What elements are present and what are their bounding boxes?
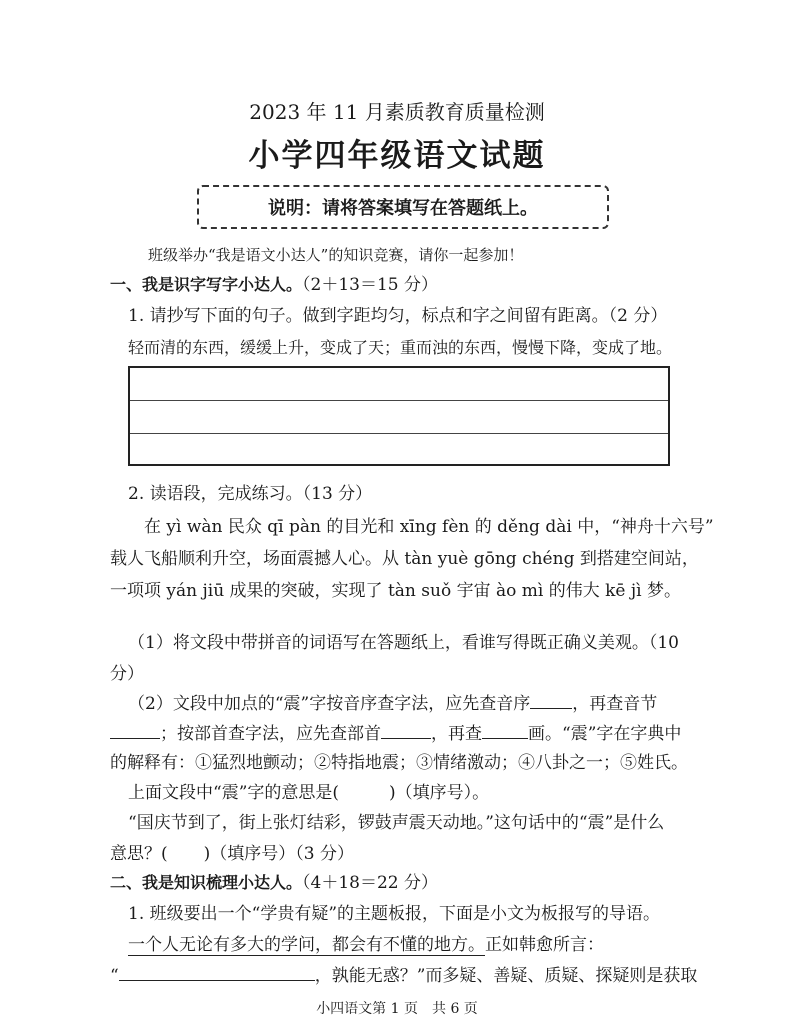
answer-blank[interactable] bbox=[482, 722, 528, 739]
passage-line-2: 载人飞船顺利升空，场面震撼人心。从 tàn yuè gōng chéng 到搭建空间站， bbox=[110, 549, 699, 569]
grid-line bbox=[130, 433, 668, 434]
sub2-text: ，再查 bbox=[431, 724, 482, 744]
q2-prompt: 2. 读语段，完成练习。（13 分） bbox=[128, 484, 373, 504]
sub2-line-3: 的解释有：①猛烈地颤动；②特指地震；③情绪激动；④八卦之一；⑤姓氏。 bbox=[110, 753, 688, 773]
section-1-heading bbox=[110, 274, 438, 296]
answer-blank[interactable] bbox=[381, 722, 431, 739]
sub1-line-1: （1）将文段中带拼音的词语写在答题纸上，看谁写得既正确义美观。（10 bbox=[128, 633, 679, 653]
answer-blank[interactable] bbox=[110, 722, 160, 739]
sub2-text: ，再查音节 bbox=[572, 694, 658, 714]
sub2-text: )（填序号）。 bbox=[389, 783, 490, 803]
underlined-text: 一个人无论有多大的学问，都会有不懂的地方。 bbox=[128, 935, 485, 955]
sub2-line-1 bbox=[128, 692, 657, 715]
sub2-text: （2）文段中加点的“震”字按音序查字法，应先查音序 bbox=[128, 694, 531, 714]
sub2-line-5: “国庆节到了，街上张灯结彩，锣鼓声震天动地。”这句话中的“震”是什么 bbox=[128, 813, 665, 833]
s2-q1-prompt: 1. 班级要出一个“学贵有疑”的主题板报，下面是小文为板报写的导语。 bbox=[128, 904, 661, 924]
sub2-text: 画。“震”字在字典中 bbox=[528, 724, 682, 744]
sub1-line-2: 分） bbox=[110, 664, 144, 684]
copy-writing-grid bbox=[128, 366, 670, 466]
sub2-line-6 bbox=[110, 843, 354, 865]
passage-line-1: 在 yì wàn 民众 qī pàn 的目光和 xīng fèn 的 děng dài 中，“神舟十六号” bbox=[144, 517, 714, 537]
instruction-box bbox=[197, 185, 609, 229]
exam-title: 2023 年 11 月素质教育质量检测 bbox=[249, 100, 545, 124]
q1-sentence: 轻而清的东西，缓缓上升，变成了天；重而浊的东西，慢慢下降，变成了地。 bbox=[128, 338, 673, 357]
section-1-title: 一、我是识字写字小达人。 bbox=[110, 275, 303, 294]
sub2-text: )（填序号）（3 分） bbox=[203, 844, 354, 864]
answer-blank[interactable] bbox=[530, 692, 572, 709]
sub2-line-4 bbox=[128, 782, 489, 804]
section-2-heading bbox=[110, 872, 438, 894]
s2-text: 正如韩愈所言： bbox=[485, 935, 604, 955]
instruction-text: 说明：请将答案填写在答题纸上。 bbox=[268, 198, 538, 219]
passage-line-3: 一项项 yán jiū 成果的突破，实现了 tàn suǒ 宇宙 ào mì 的伟大 kē jì 梦。 bbox=[110, 581, 682, 601]
section-2-score: （4＋18＝22 分） bbox=[302, 873, 438, 893]
section-2-title: 二、我是知识梳理小达人。 bbox=[110, 873, 303, 892]
s2-text: ，孰能无惑？”而多疑、善疑、质疑、探疑则是获取 bbox=[314, 966, 698, 986]
page-footer: 小四语文第 1 页 共 6 页 bbox=[316, 1001, 478, 1017]
sub2-line-2 bbox=[110, 722, 681, 745]
sub2-text: 上面文段中“震”字的意思是( bbox=[128, 783, 340, 803]
s2-text: “ bbox=[110, 966, 119, 986]
paper-title: 小学四年级语文试题 bbox=[248, 138, 546, 174]
answer-blank[interactable] bbox=[119, 964, 315, 981]
s2-line-3 bbox=[110, 964, 697, 987]
q1-prompt: 1. 请抄写下面的句子。做到字距均匀，标点和字之间留有距离。（2 分） bbox=[128, 306, 668, 326]
grid-line bbox=[130, 400, 668, 401]
section-1-score: （2＋13＝15 分） bbox=[302, 275, 438, 295]
sub2-text: ；按部首查字法，应先查部首 bbox=[160, 724, 381, 744]
s2-line-2 bbox=[128, 934, 604, 956]
sub2-text: 意思？( bbox=[110, 844, 168, 864]
intro-text: 班级举办“我是语文小达人”的知识竞赛，请你一起参加！ bbox=[148, 246, 524, 264]
